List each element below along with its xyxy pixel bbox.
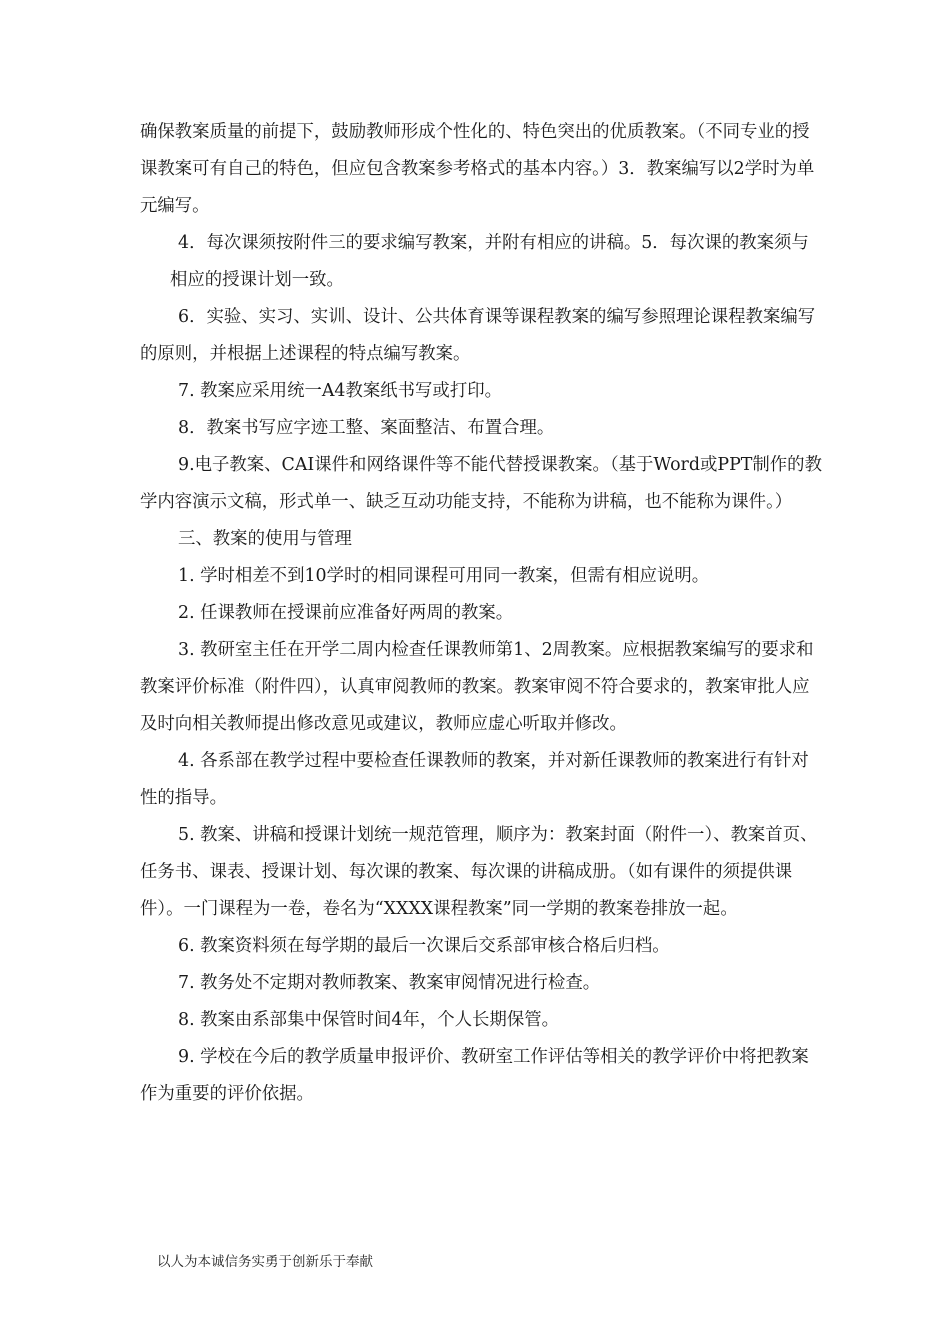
paragraph-usage-8: 8. 教案由系部集中保管时间4年，个人长期保管。 [178,1010,559,1030]
paragraph-intro: 确保教案质量的前提下，鼓励教师形成个性化的、特色突出的优质教案。（不同专业的授课教案可有自己的特色，但应包含教案参考格式的基本内容。）3．教案编写以2学时为单元编写。 [140,122,815,216]
document-body [140,114,825,1113]
paragraph-item-8: 8．教案书写应字迹工整、案面整洁、布置合理。 [178,418,555,438]
paragraph-usage-3: 3. 教研室主任在开学二周内检查任课教师第1、2周教案。应根据教案编写的要求和教案评价标准（附件四），认真审阅教师的教案。教案审阅不符合要求的，教案审批人应及时向相关教师提出修改意见或建议，教师应虚心听取并修改。 [140,640,814,734]
section-heading: 三、教案的使用与管理 [178,529,352,549]
paragraph-usage-5: 5. 教案、讲稿和授课计划统一规范管理，顺序为：教案封面（附件一）、教案首页、任务书、课表、授课计划、每次课的教案、每次课的讲稿成册。（如有课件的须提供课件）。一门课程为一卷，卷名为“XXXX课程教案”同一学期的教案卷排放一起。 [140,825,818,919]
paragraph-usage-6: 6. 教案资料须在每学期的最后一次课后交系部审核合格后归档。 [178,936,670,956]
paragraph-usage-4: 4. 各系部在教学过程中要检查任课教师的教案，并对新任课教师的教案进行有针对性的指导。 [140,751,809,808]
page-footer: 以人为本诚信务实勇于创新乐于奉献 [157,1254,373,1270]
paragraph-item-6: 6．实验、实习、实训、设计、公共体育课等课程教案的编写参照理论课程教案编写的原则，并根据上述课程的特点编写教案。 [140,307,816,364]
paragraph-item-7: 7. 教案应采用统一A4教案纸书写或打印。 [178,381,502,401]
paragraph-usage-1: 1. 学时相差不到10学时的相同课程可用同一教案，但需有相应说明。 [178,566,710,586]
paragraph-usage-7: 7. 教务处不定期对教师教案、教案审阅情况进行检查。 [178,973,601,993]
paragraph-usage-2: 2. 任课教师在授课前应准备好两周的教案。 [178,603,514,623]
paragraph-item-4: 4．每次课须按附件三的要求编写教案，并附有相应的讲稿。5．每次课的教案须与相应的授课计划一致。 [170,233,809,290]
paragraph-item-9: 9.电子教案、CAI课件和网络课件等不能代替授课教案。（基于Word或PPT制作的教学内容演示文稿，形式单一、缺乏互动功能支持，不能称为讲稿，也不能称为课件。） [140,455,822,512]
paragraph-usage-9: 9. 学校在今后的教学质量申报评价、教研室工作评估等相关的教学评价中将把教案作为重要的评价依据。 [140,1047,809,1104]
